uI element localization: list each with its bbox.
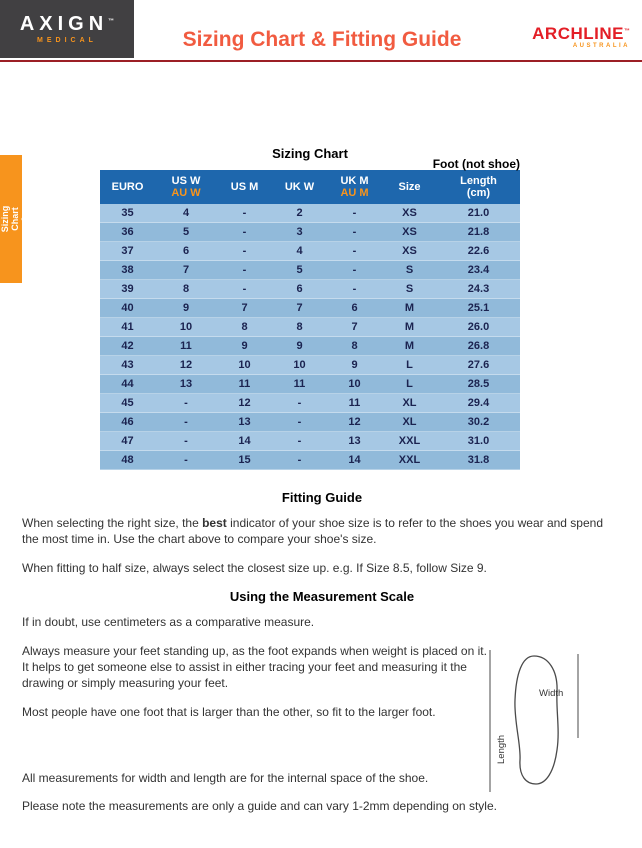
table-cell: 7 — [327, 318, 382, 337]
table-cell: - — [155, 413, 217, 432]
page-title: Sizing Chart & Fitting Guide — [182, 28, 462, 51]
table-header-row — [100, 170, 520, 204]
measurement-block — [22, 644, 622, 765]
side-tab-line2: & Fitting Guide — [20, 205, 50, 233]
table-cell: 6 — [272, 280, 327, 299]
table-row — [100, 318, 520, 337]
table-cell: 11 — [217, 375, 272, 394]
foot-outline-drawing — [484, 646, 586, 796]
length-label: Length — [496, 735, 507, 765]
table-cell: XL — [382, 413, 437, 432]
table-cell: 46 — [100, 413, 155, 432]
table-cell: 9 — [217, 337, 272, 356]
axign-logo — [0, 0, 134, 58]
table-cell: M — [382, 318, 437, 337]
table-cell: 7 — [217, 299, 272, 318]
table-cell: 4 — [272, 242, 327, 261]
table-cell: 12 — [217, 394, 272, 413]
table-cell: - — [155, 394, 217, 413]
table-cell: 25.1 — [437, 299, 520, 318]
table-cell: 30.2 — [437, 413, 520, 432]
fitting-guide-heading: Fitting Guide — [281, 490, 363, 505]
column-header-size: Size — [382, 170, 437, 204]
axign-logo-name — [20, 14, 114, 34]
table-cell: 28.5 — [437, 375, 520, 394]
table-cell: 31.0 — [437, 432, 520, 451]
fitting-guide-paragraph-1: When selecting the right size, the best indicator of your shoe size is to refer to the shoes you wear and spend the most time in. Use the chart above to compare your shoe's size. — [22, 516, 603, 546]
column-header-ukw: UK W — [272, 170, 327, 204]
table-cell: XL — [382, 394, 437, 413]
table-cell: 7 — [272, 299, 327, 318]
table-cell: L — [382, 356, 437, 375]
table-cell: 8 — [327, 337, 382, 356]
table-cell: XS — [382, 204, 437, 223]
fitting-guide-paragraph-2: When fitting to half size, always select the closest size up. e.g. If Size 8.5, follow Size 9. — [22, 560, 487, 575]
table-cell: 40 — [100, 299, 155, 318]
table-cell: - — [155, 432, 217, 451]
measurement-paragraph-5: Please note the measurements are only a guide and can vary 1-2mm depending on style. — [22, 799, 497, 814]
table-cell: 9 — [327, 356, 382, 375]
column-header-usw: US W AU W — [155, 170, 217, 204]
table-cell: 15 — [217, 451, 272, 470]
table-cell: M — [382, 337, 437, 356]
measurement-paragraph-1: If in doubt, use centimeters as a comparative measure. — [22, 615, 315, 630]
table-cell: 11 — [155, 337, 217, 356]
table-row — [100, 280, 520, 299]
axign-logo-text: AXIGN — [19, 13, 109, 35]
archline-logo-name — [532, 25, 630, 43]
table-cell: - — [217, 242, 272, 261]
table-cell: - — [217, 223, 272, 242]
table-cell: XS — [382, 223, 437, 242]
archline-logo — [532, 25, 630, 49]
table-cell: - — [155, 451, 217, 470]
archline-logo-subtitle: AUSTRALIA — [572, 42, 630, 49]
table-cell: 12 — [327, 413, 382, 432]
table-cell: 7 — [155, 261, 217, 280]
table-cell: - — [272, 432, 327, 451]
measurement-paragraph-2: Always measure your feet standing up, as the foot expands when weight is placed on it. It helps to get someone else to assist in either tracing your feet and measuring it the drawing or simply measuring your feet. — [22, 644, 487, 690]
table-cell: - — [327, 261, 382, 280]
table-cell: 48 — [100, 451, 155, 470]
column-header-usm: US M — [217, 170, 272, 204]
table-cell: 22.6 — [437, 242, 520, 261]
table-cell: 45 — [100, 394, 155, 413]
table-cell: 10 — [217, 356, 272, 375]
table-cell: 12 — [155, 356, 217, 375]
axign-logo-subtitle: MEDICAL — [37, 37, 97, 44]
table-cell: 10 — [327, 375, 382, 394]
table-cell: 31.8 — [437, 451, 520, 470]
table-row — [100, 375, 520, 394]
table-cell: - — [217, 261, 272, 280]
table-row — [100, 413, 520, 432]
table-row — [100, 261, 520, 280]
table-cell: 21.8 — [437, 223, 520, 242]
table-cell: 2 — [272, 204, 327, 223]
table-cell: XXL — [382, 451, 437, 470]
table-cell: 9 — [155, 299, 217, 318]
column-header-euro: EURO — [100, 170, 155, 204]
table-cell: 23.4 — [437, 261, 520, 280]
table-cell: 39 — [100, 280, 155, 299]
foot-outline-icon — [515, 656, 558, 784]
measurement-paragraph-3: Most people have one foot that is larger than the other, so fit to the larger foot. — [22, 704, 436, 719]
table-cell: - — [217, 204, 272, 223]
table-cell: - — [217, 280, 272, 299]
table-cell: 14 — [217, 432, 272, 451]
table-cell: 8 — [217, 318, 272, 337]
table-cell: 11 — [272, 375, 327, 394]
column-header-length: Length (cm) — [437, 170, 520, 204]
table-cell: 47 — [100, 432, 155, 451]
table-cell: 37 — [100, 242, 155, 261]
table-cell: - — [327, 204, 382, 223]
table-cell: 44 — [100, 375, 155, 394]
table-cell: 29.4 — [437, 394, 520, 413]
table-cell: 13 — [155, 375, 217, 394]
side-tab-label — [0, 205, 50, 233]
sizing-table — [100, 170, 520, 470]
foot-measurement-diagram — [484, 646, 586, 796]
table-cell: 4 — [155, 204, 217, 223]
axign-trademark: ™ — [108, 18, 115, 25]
table-cell: 24.3 — [437, 280, 520, 299]
side-tab — [0, 155, 50, 283]
table-cell: 27.6 — [437, 356, 520, 375]
table-row — [100, 451, 520, 470]
table-cell: 11 — [327, 394, 382, 413]
table-row — [100, 223, 520, 242]
width-label: Width — [539, 688, 564, 700]
table-row — [100, 299, 520, 318]
table-cell: M — [382, 299, 437, 318]
table-cell: 9 — [272, 337, 327, 356]
table-cell: L — [382, 375, 437, 394]
archline-trademark: ™ — [624, 28, 630, 35]
sizing-chart-title: Sizing Chart — [272, 146, 348, 161]
table-cell: 6 — [155, 242, 217, 261]
table-cell: 6 — [327, 299, 382, 318]
table-cell: 21.0 — [437, 204, 520, 223]
column-header-ukm: UK M AU M — [327, 170, 382, 204]
table-cell: 26.8 — [437, 337, 520, 356]
table-row — [100, 337, 520, 356]
table-row — [100, 356, 520, 375]
archline-logo-text: ARCHLINE — [532, 24, 624, 43]
table-cell: 42 — [100, 337, 155, 356]
measurement-paragraph-4: All measurements for width and length are for the internal space of the shoe. — [22, 770, 429, 785]
table-cell: S — [382, 280, 437, 299]
table-row — [100, 394, 520, 413]
table-cell: 13 — [327, 432, 382, 451]
table-cell: - — [272, 413, 327, 432]
table-cell: 3 — [272, 223, 327, 242]
table-cell: XS — [382, 242, 437, 261]
sizing-table-body — [100, 204, 520, 470]
table-cell: - — [327, 223, 382, 242]
table-cell: 43 — [100, 356, 155, 375]
measurement-scale-heading: Using the Measurement Scale — [229, 589, 415, 605]
side-tab-line1: Sizing Chart — [0, 205, 20, 233]
text-section — [22, 490, 622, 828]
table-cell: 26.0 — [437, 318, 520, 337]
table-row — [100, 204, 520, 223]
table-row — [100, 242, 520, 261]
table-row — [100, 432, 520, 451]
table-cell: 8 — [272, 318, 327, 337]
table-cell: 36 — [100, 223, 155, 242]
table-cell: XXL — [382, 432, 437, 451]
table-cell: - — [272, 394, 327, 413]
foot-not-shoe-note: Foot (not shoe) — [432, 157, 520, 171]
table-cell: 38 — [100, 261, 155, 280]
table-cell: 35 — [100, 204, 155, 223]
table-cell: S — [382, 261, 437, 280]
header-divider — [0, 60, 642, 62]
table-cell: 5 — [155, 223, 217, 242]
table-cell: 5 — [272, 261, 327, 280]
table-cell: 8 — [155, 280, 217, 299]
table-cell: 14 — [327, 451, 382, 470]
sizing-chart-section — [100, 146, 520, 470]
table-cell: - — [272, 451, 327, 470]
table-cell: 10 — [272, 356, 327, 375]
table-cell: 41 — [100, 318, 155, 337]
table-cell: - — [327, 242, 382, 261]
table-cell: 13 — [217, 413, 272, 432]
header — [0, 0, 642, 62]
table-cell: - — [327, 280, 382, 299]
table-cell: 10 — [155, 318, 217, 337]
